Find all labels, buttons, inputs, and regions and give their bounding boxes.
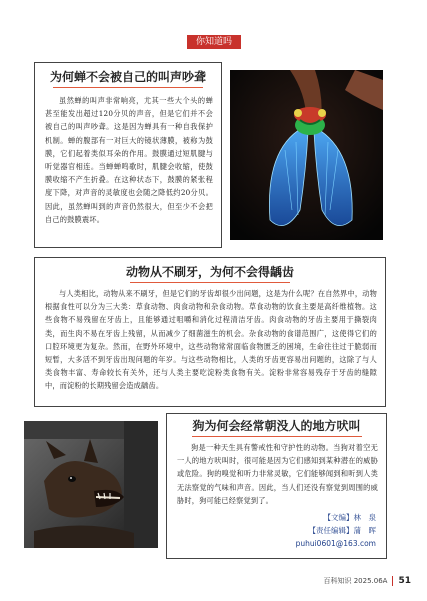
article-cicada-body: 虽然蝉的叫声非常响亮，尤其一些大个头的蝉甚至能发出超过120分贝的声音，但是它们并不会被自己的叫声吵聋。这是因为蝉具有一种自我保护机制。蝉的腹部有一对巨大的镜状薄膜，被称为鼓膜，它们起着类似耳朵的作用。鼓膜通过短肌腱与听觉器官相连。当蝉蝉鸣歌时，肌腱会收缩，使鼓膜收缩不产生折叠。在这种状态下，鼓膜的紧张程度下降，对声音的灵敏度也会随之降低约20分贝。因此，虽然蝉叫到的声音仍然很大，但至少不会把自己的鼓膜震坏。 <box>45 96 213 224</box>
dog-photo <box>24 421 158 548</box>
cicada-illustration <box>230 70 383 240</box>
article-dog-barking <box>166 413 387 559</box>
article-cicada-title <box>35 69 221 88</box>
article-dog-title <box>167 418 386 437</box>
credit-responsible-editor: 【责任编辑】蒲 晖 <box>308 526 376 535</box>
dog-illustration <box>24 421 158 548</box>
article-cicada-title-text: 为何蝉不会被自己的叫声吵聋 <box>49 70 206 84</box>
article-dog-title-text: 狗为何会经常朝没人的地方吠叫 <box>192 419 361 433</box>
page-number: 51 <box>398 576 411 586</box>
page-footer <box>324 574 412 588</box>
article-animal-teeth <box>34 257 386 407</box>
credit-email: puhui0601@163.com <box>295 539 376 548</box>
article-teeth-title-text: 动物从不刷牙，为何不会得龋齿 <box>125 265 294 279</box>
article-cicada <box>34 62 222 248</box>
cicada-photo <box>230 70 383 240</box>
article-teeth-body: 与人类相比，动物从来不刷牙，但是它们的牙齿却很少出问题，这是为什么呢？在自然界中，动物根据食性可以分为三大类：草食动物、肉食动物和杂食动物。草食动物的饮食主要是高纤维植物。这些食物不易残留在牙齿上，且能够通过咀嚼和消化过程清洁牙齿。肉食动物的牙齿主要用于撕裂肉类，而生肉不易在牙齿上残留，从而减少了细菌滋生的机会。杂食动物的食谱范围广，这使得它们的口腔环境更为复杂。然而，在野外环境中，这些动物常常面临食物匮乏的困境，生命往往过于脆弱而短暂，大多活不到牙齿出现问题的年岁。与这些动物相比，人类的牙齿更容易出问题的，这除了与人类食物丰富、寿命较长有关外，还与人类主要吃淀粉类食物有关。淀粉非常容易残存于牙齿的缝隙中，而淀粉的长期残留会造成龋齿。 <box>45 289 377 391</box>
magazine-issue: 百科知识 2025.06A <box>323 577 388 585</box>
section-tag: 你知道吗 <box>187 35 241 49</box>
article-teeth-title <box>35 264 385 283</box>
credit-editor: 【文编】林 泉 <box>323 513 376 522</box>
footer-divider <box>392 576 393 586</box>
article-dog-body: 狗是一种天生具有警戒性和守护性的动物。当狗对着空无一人的地方吠叫时，很可能是因为它们感知到某种潜在的威胁或危险。狗的嗅觉和听力非常灵敏，它们能够闻到和听到人类无法察觉的气味和声音。因此，当人们还没有察觉到周围的威胁时，狗可能已经察觉到了。 <box>177 443 378 505</box>
credits <box>296 511 376 550</box>
